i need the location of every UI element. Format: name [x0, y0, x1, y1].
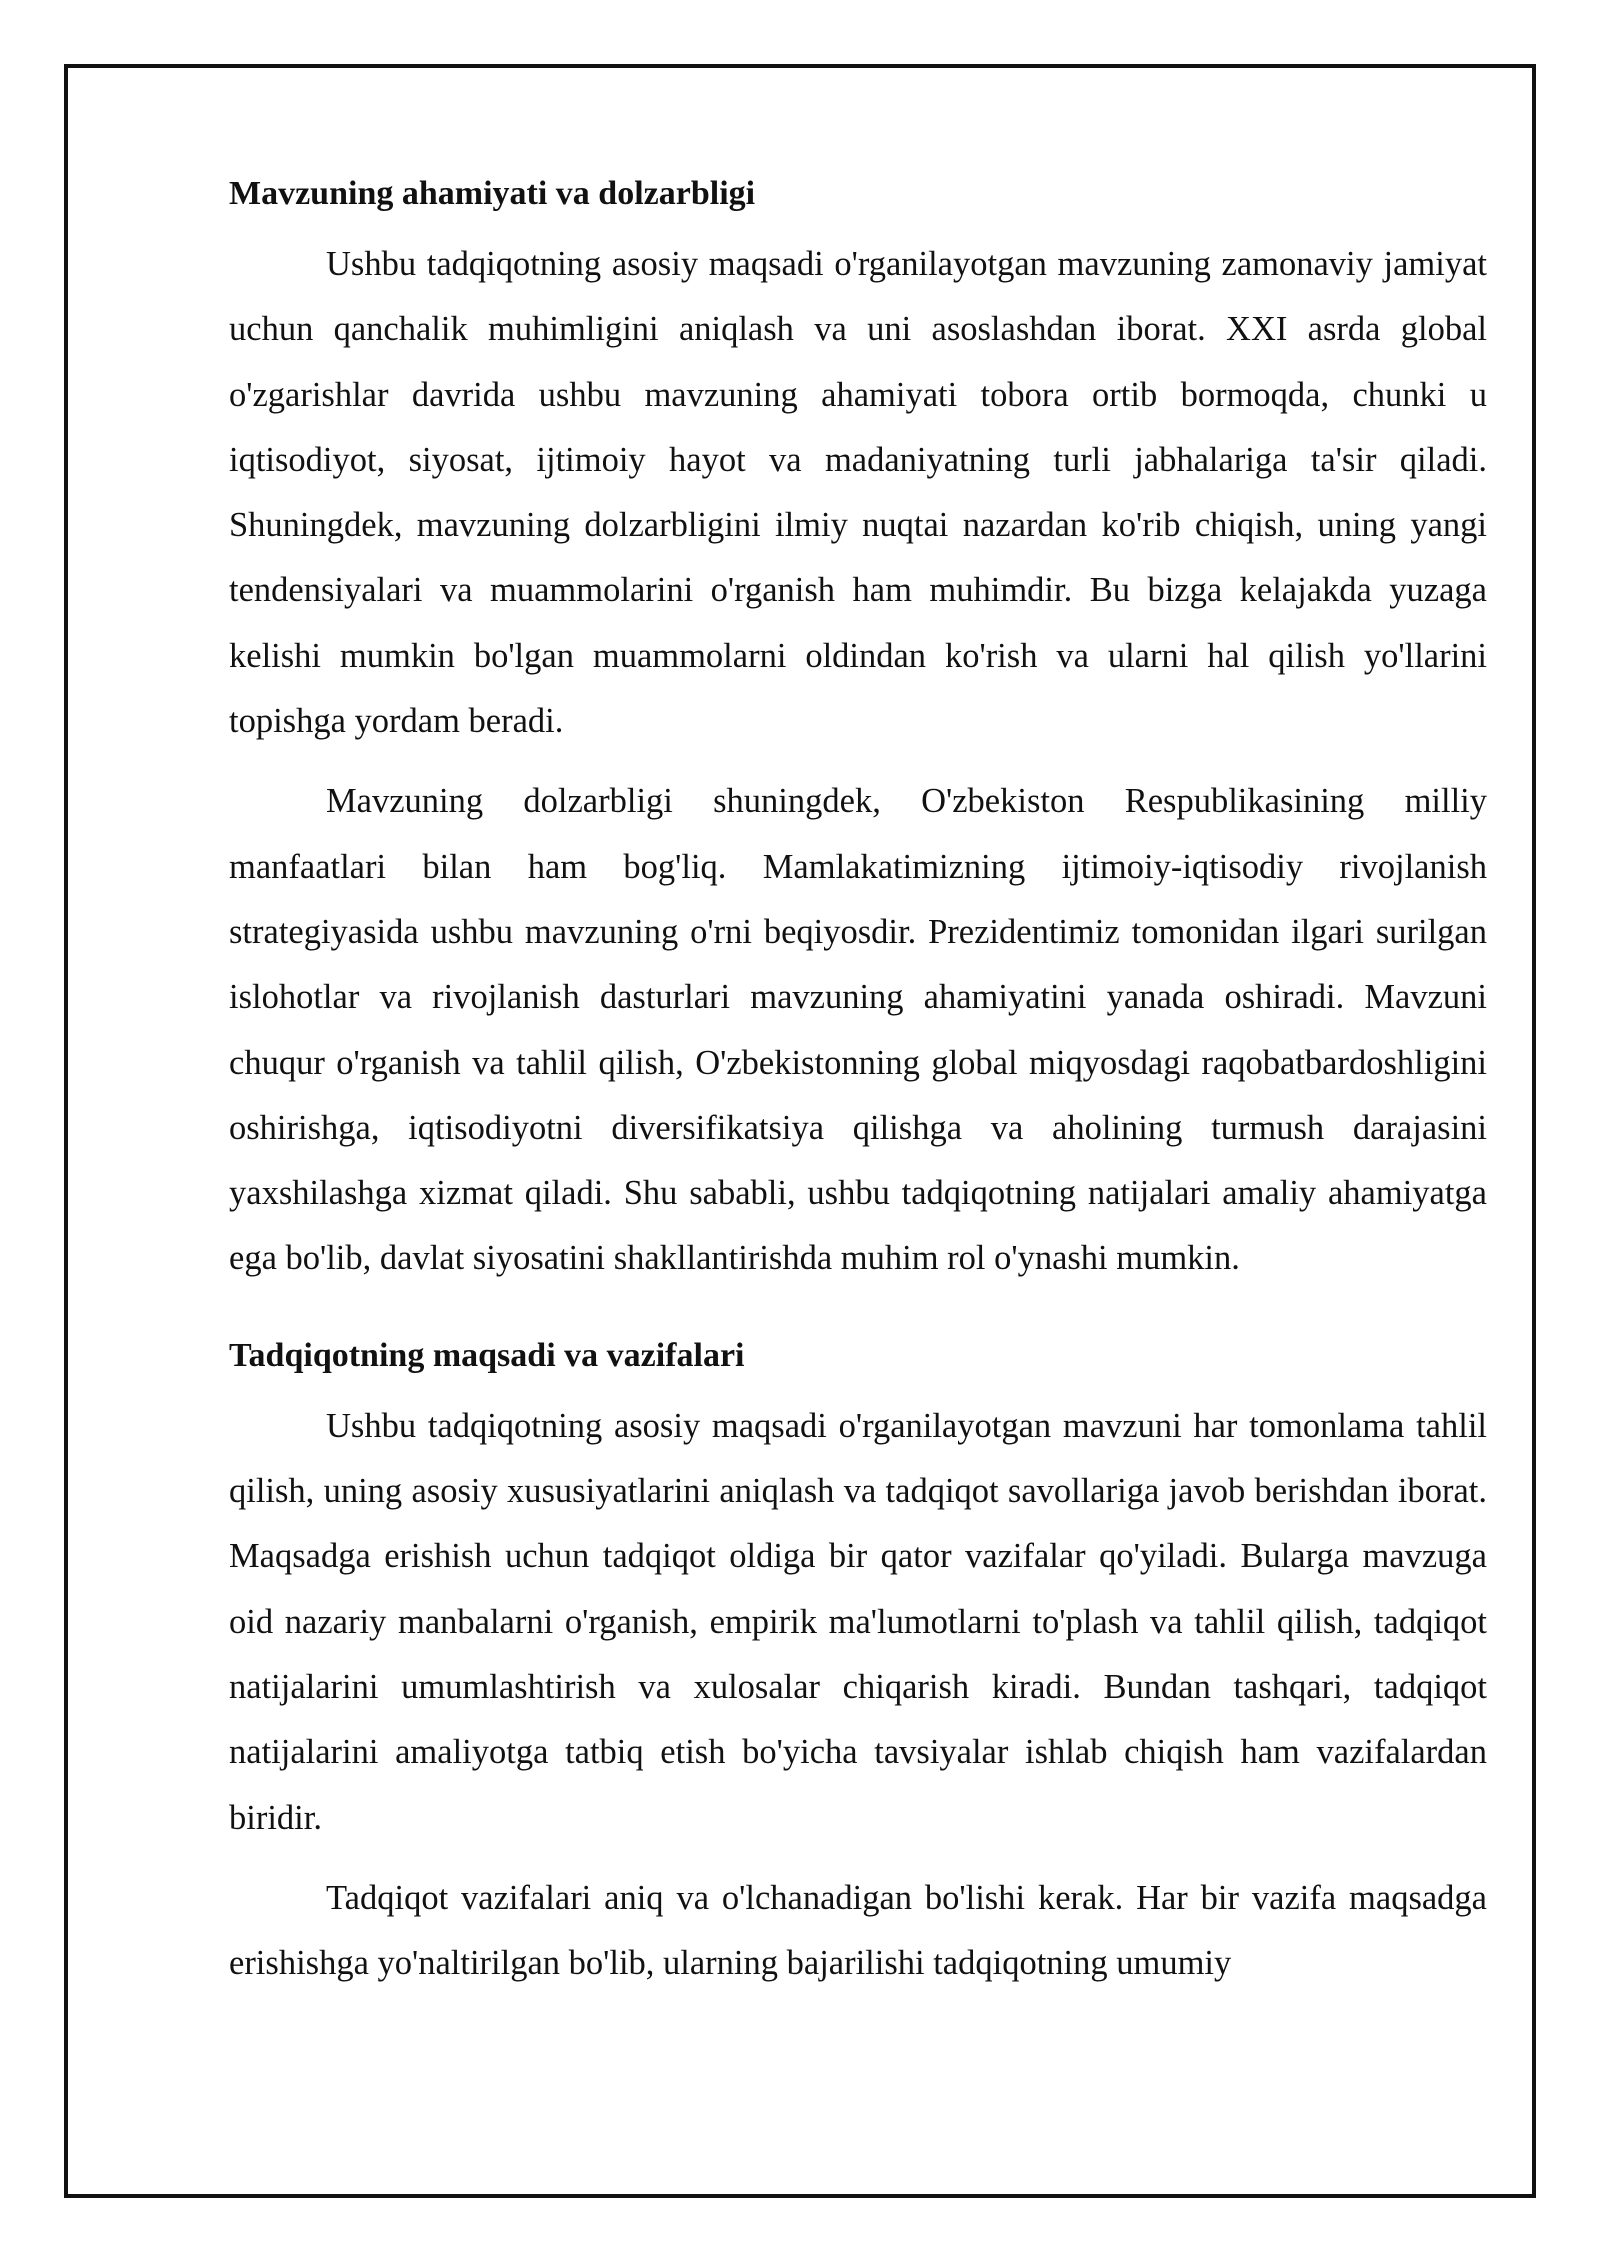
- paragraph: Mavzuning dolzarbligi shuningdek, O'zbekiston Respublikasining milliy manfaatlari bilan ham bog'liq. Mamlakatimizning ijtimoiy-iqtisodiy rivojlanish strategiyasida ushbu mavzuning o'rni beqiyosdir. Prezidentimiz tomonidan ilgari surilgan islohotlar va rivojlanish dasturlari mavzuning ahamiyatini yanada oshiradi. Mavzuni chuqur o'rganish va tahlil qilish, O'zbekistonning global miqyosdagi raqobatbardoshligini oshirishga, iqtisodiyotni diversifikatsiya qilishga va aholining turmush darajasini yaxshilashga xizmat qiladi. Shu sababli, ushbu tadqiqotning natijalari amaliy ahamiyatga ega bo'lib, davlat siyosatini shakllantirishda muhim rol o'ynashi mumkin.: [229, 782, 1487, 1278]
- section-heading-goals: Tadqiqotning maqsadi va vazifalari: [229, 1336, 745, 1374]
- paragraph: Ushbu tadqiqotning asosiy maqsadi o'rganilayotgan mavzuning zamonaviy jamiyat uchun qanchalik muhimligini aniqlash va uni asoslashdan iborat. XXI asrda global o'zgarishlar davrida ushbu mavzuning ahamiyati tobora ortib bormoqda, chunki u iqtisodiyot, siyosat, ijtimoiy hayot va madaniyatning turli jabhalariga ta'sir qiladi. Shuningdek, mavzuning dolzarbligini ilmiy nuqtai nazardan ko'rib chiqish, uning yangi tendensiyalari va muammolarini o'rganish ham muhimdir. Bu bizga kelajakda yuzaga kelishi mumkin bo'lgan muammolarni oldindan ko'rish va ularni hal qilish yo'llarini topishga yordam beradi.: [229, 245, 1487, 741]
- paragraph: Tadqiqot vazifalari aniq va o'lchanadigan bo'lishi kerak. Har bir vazifa maqsadga erishishga yo'naltirilgan bo'lib, ularning bajarilishi tadqiqotning umumiy: [229, 1878, 1487, 1983]
- section-heading-relevance: Mavzuning ahamiyati va dolzarbligi: [229, 175, 756, 212]
- document-body: [229, 170, 1487, 2011]
- paragraph: Ushbu tadqiqotning asosiy maqsadi o'rganilayotgan mavzuni har tomonlama tahlil qilish, uning asosiy xususiyatlarini aniqlash va tadqiqot savollariga javob berishdan iborat. Maqsadga erishish uchun tadqiqot oldiga bir qator vazifalar qo'yiladi. Bularga mavzuga oid nazariy manbalarni o'rganish, empirik ma'lumotlarni to'plash va tahlil qilish, tadqiqot natijalarini umumlashtirish va xulosalar chiqarish kiradi. Bundan tashqari, tadqiqot natijalarini amaliyotga tatbiq etish bo'yicha tavsiyalar ishlab chiqish ham vazifalardan biridir.: [229, 1406, 1487, 1837]
